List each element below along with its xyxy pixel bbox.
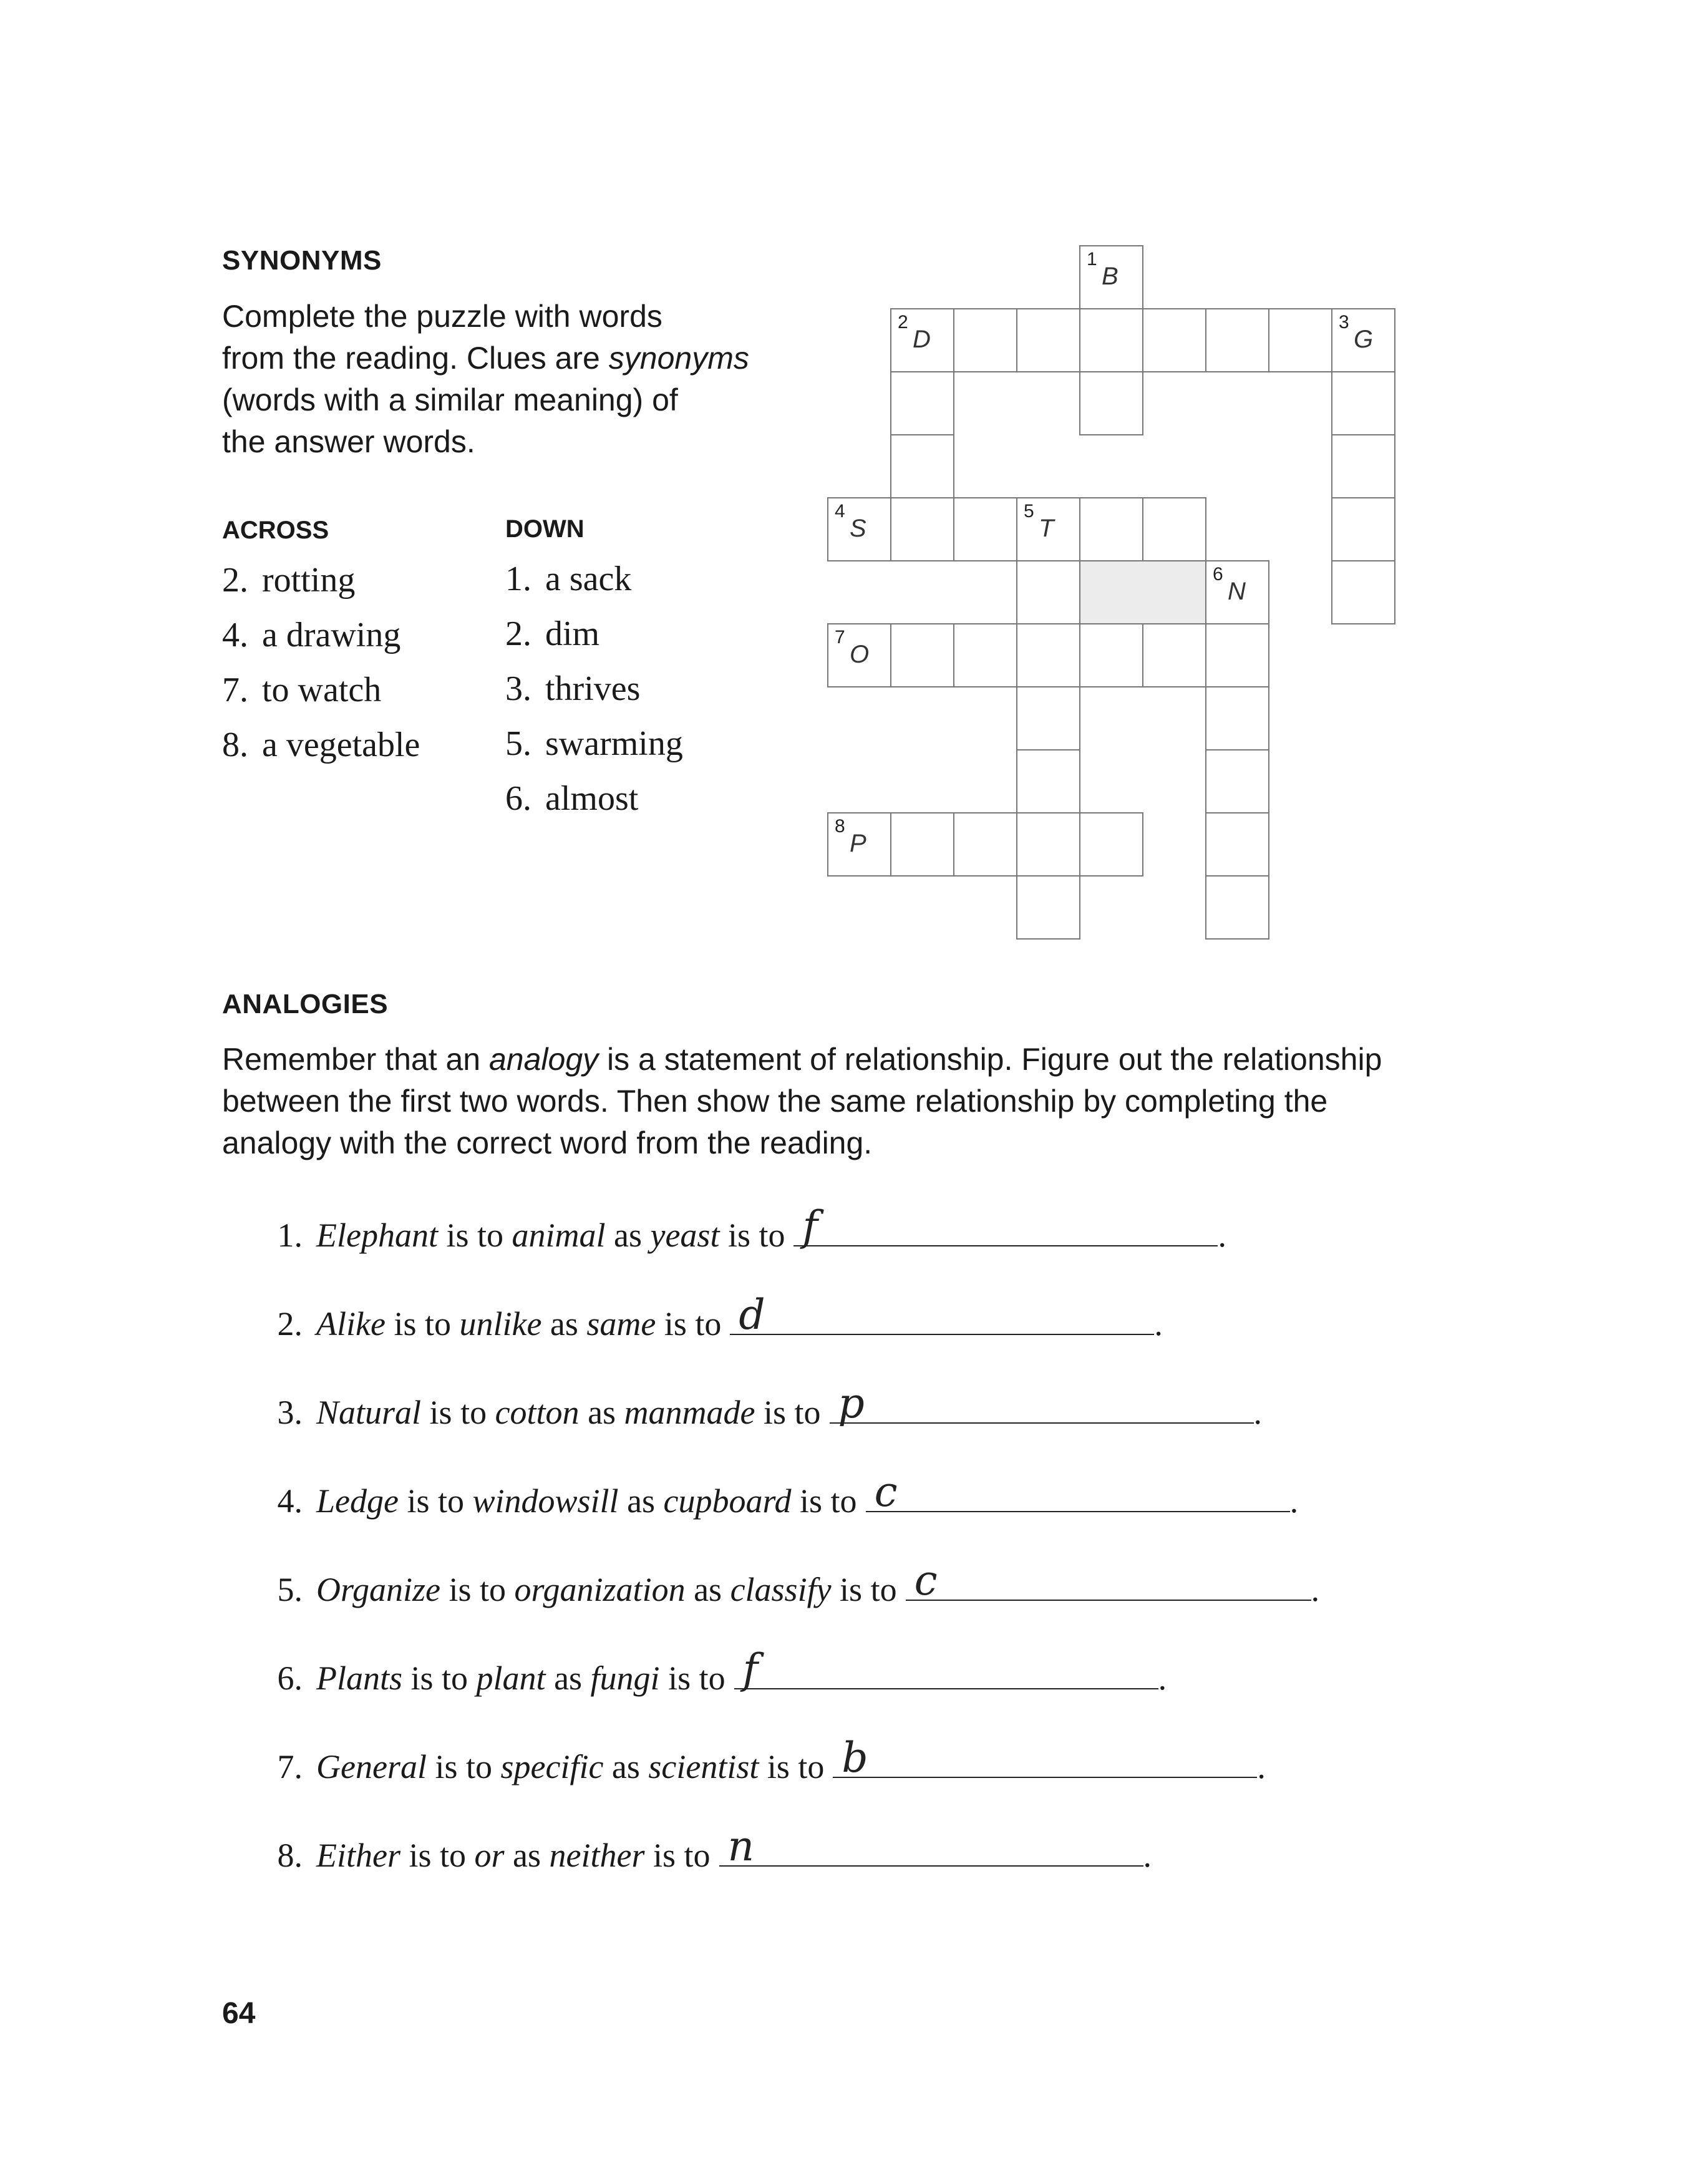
analogy-item: 7. General is to specific as scientist is to b . bbox=[277, 1734, 1266, 1785]
across-clue: 4. a drawing bbox=[222, 616, 401, 654]
instructions-line-1: Complete the puzzle with words bbox=[222, 299, 662, 334]
crossword-cell[interactable] bbox=[953, 812, 1017, 877]
crossword-cell[interactable] bbox=[1142, 497, 1206, 561]
crossword-cell[interactable] bbox=[890, 497, 954, 561]
crossword-cell[interactable] bbox=[1142, 623, 1206, 687]
crossword-cell[interactable] bbox=[1079, 245, 1143, 309]
clue-number: 2 bbox=[898, 312, 908, 333]
analogy-term: analogy bbox=[488, 1042, 599, 1077]
crossword-cell[interactable] bbox=[1331, 434, 1395, 498]
crossword-cell[interactable] bbox=[890, 623, 954, 687]
intro-line-2: between the first two words. Then show the same relationship by completing the bbox=[222, 1084, 1328, 1119]
handwritten-hint: p bbox=[838, 1379, 865, 1427]
answer-blank[interactable] bbox=[906, 1557, 1311, 1605]
crossword-cell[interactable] bbox=[1079, 812, 1143, 877]
handwritten-hint: f bbox=[742, 1645, 759, 1693]
intro-line-1: Remember that an analogy is a statement of relationship. Figure out the relationship bbox=[222, 1042, 1382, 1077]
synonyms-instructions bbox=[222, 296, 784, 463]
across-heading: ACROSS bbox=[222, 517, 329, 544]
instructions-line-3: (words with a similar meaning) of bbox=[222, 382, 678, 417]
starting-letter: P bbox=[850, 830, 866, 857]
analogies-intro bbox=[222, 1039, 1407, 1164]
clue-number: 6 bbox=[1213, 564, 1223, 585]
crossword-cell[interactable] bbox=[1331, 308, 1395, 372]
answer-blank[interactable] bbox=[833, 1734, 1257, 1782]
crossword-cell[interactable] bbox=[953, 623, 1017, 687]
crossword-cell[interactable] bbox=[827, 812, 891, 877]
crossword-cell[interactable] bbox=[1205, 812, 1269, 877]
clue-number: 8 bbox=[835, 816, 845, 837]
starting-letter: S bbox=[850, 515, 866, 542]
analogy-item: 6. Plants is to plant as fungi is to f . bbox=[277, 1645, 1167, 1697]
answer-blank[interactable] bbox=[793, 1202, 1218, 1250]
clue-number: 7 bbox=[835, 627, 845, 648]
down-clue: 3. thrives bbox=[505, 669, 641, 708]
crossword-cell[interactable] bbox=[1205, 623, 1269, 687]
shaded-block bbox=[1079, 560, 1206, 624]
analogy-item: 3. Natural is to cotton as manmade is to p . bbox=[277, 1379, 1263, 1431]
across-clue: 2. rotting bbox=[222, 561, 356, 600]
down-clue: 1. a sack bbox=[505, 560, 632, 598]
intro-line-3: analogy with the correct word from the reading. bbox=[222, 1125, 873, 1160]
crossword-cell[interactable] bbox=[1016, 875, 1080, 940]
starting-letter: T bbox=[1039, 515, 1054, 542]
analogy-item: 5. Organize is to organization as classify is to c . bbox=[277, 1557, 1320, 1608]
handwritten-hint: d bbox=[739, 1291, 765, 1339]
down-clue: 5. swarming bbox=[505, 724, 683, 763]
crossword-cell[interactable] bbox=[1205, 308, 1269, 372]
handwritten-hint: n bbox=[727, 1822, 755, 1870]
crossword-cell[interactable] bbox=[890, 308, 954, 372]
synonyms-term: synonyms bbox=[608, 341, 749, 376]
crossword-cell[interactable] bbox=[953, 497, 1017, 561]
crossword-cell[interactable] bbox=[1016, 623, 1080, 687]
answer-blank[interactable] bbox=[730, 1291, 1154, 1339]
crossword-cell[interactable] bbox=[890, 812, 954, 877]
crossword-cell[interactable] bbox=[1205, 560, 1269, 624]
crossword-cell[interactable] bbox=[1268, 308, 1332, 372]
across-clue: 8. a vegetable bbox=[222, 726, 420, 764]
instructions-line-2: from the reading. Clues are synonyms bbox=[222, 341, 749, 376]
starting-letter: G bbox=[1354, 326, 1374, 353]
crossword-cell[interactable] bbox=[1016, 749, 1080, 814]
handwritten-hint: c bbox=[874, 1468, 898, 1516]
handwritten-hint: c bbox=[914, 1557, 938, 1605]
clue-number: 5 bbox=[1024, 501, 1034, 522]
crossword-cell[interactable] bbox=[1079, 497, 1143, 561]
synonyms-heading: SYNONYMS bbox=[222, 245, 382, 276]
analogy-item: 2. Alike is to unlike as same is to d . bbox=[277, 1291, 1163, 1343]
clue-number: 4 bbox=[835, 501, 845, 522]
crossword-cell[interactable] bbox=[1205, 686, 1269, 750]
crossword-cell[interactable] bbox=[1331, 497, 1395, 561]
crossword-cell[interactable] bbox=[1205, 749, 1269, 814]
crossword-cell[interactable] bbox=[1016, 308, 1080, 372]
crossword-cell[interactable] bbox=[1079, 371, 1143, 435]
instructions-line-4: the answer words. bbox=[222, 424, 475, 459]
starting-letter: B bbox=[1102, 263, 1118, 290]
crossword-cell[interactable] bbox=[1079, 623, 1143, 687]
crossword-cell[interactable] bbox=[890, 371, 954, 435]
analogy-item: 4. Ledge is to windowsill as cupboard is to c . bbox=[277, 1468, 1299, 1520]
down-heading: DOWN bbox=[505, 515, 585, 543]
crossword-cell[interactable] bbox=[1079, 308, 1143, 372]
clue-number: 1 bbox=[1087, 249, 1097, 270]
starting-letter: D bbox=[913, 326, 931, 353]
across-clue: 7. to watch bbox=[222, 671, 382, 709]
clue-number: 3 bbox=[1339, 312, 1349, 333]
handwritten-hint: b bbox=[842, 1734, 868, 1782]
down-clue: 6. almost bbox=[505, 779, 639, 818]
crossword-cell[interactable] bbox=[827, 497, 891, 561]
answer-blank[interactable] bbox=[719, 1822, 1143, 1870]
crossword-cell[interactable] bbox=[1016, 686, 1080, 750]
analogies-heading: ANALOGIES bbox=[222, 989, 389, 1019]
answer-blank[interactable] bbox=[866, 1468, 1290, 1516]
crossword-cell[interactable] bbox=[1016, 497, 1080, 561]
handwritten-hint: f bbox=[802, 1202, 818, 1250]
down-clue: 2. dim bbox=[505, 614, 600, 653]
answer-blank[interactable] bbox=[830, 1379, 1254, 1427]
page-number: 64 bbox=[222, 1997, 256, 2030]
crossword-cell[interactable] bbox=[890, 434, 954, 498]
crossword-cell[interactable] bbox=[953, 308, 1017, 372]
starting-letter: N bbox=[1228, 578, 1246, 605]
starting-letter: O bbox=[850, 641, 870, 668]
crossword-cell[interactable] bbox=[1331, 560, 1395, 624]
crossword-cell[interactable] bbox=[1205, 875, 1269, 940]
analogy-item: 1. Elephant is to animal as yeast is to f . bbox=[277, 1202, 1226, 1254]
crossword-cell[interactable] bbox=[1016, 560, 1080, 624]
crossword-cell[interactable] bbox=[1142, 308, 1206, 372]
crossword-cell[interactable] bbox=[1016, 812, 1080, 877]
answer-blank[interactable] bbox=[734, 1645, 1158, 1693]
crossword-cell[interactable] bbox=[1331, 371, 1395, 435]
analogy-item: 8. Either is to or as neither is to n . bbox=[277, 1822, 1152, 1874]
crossword-cell[interactable] bbox=[827, 623, 891, 687]
